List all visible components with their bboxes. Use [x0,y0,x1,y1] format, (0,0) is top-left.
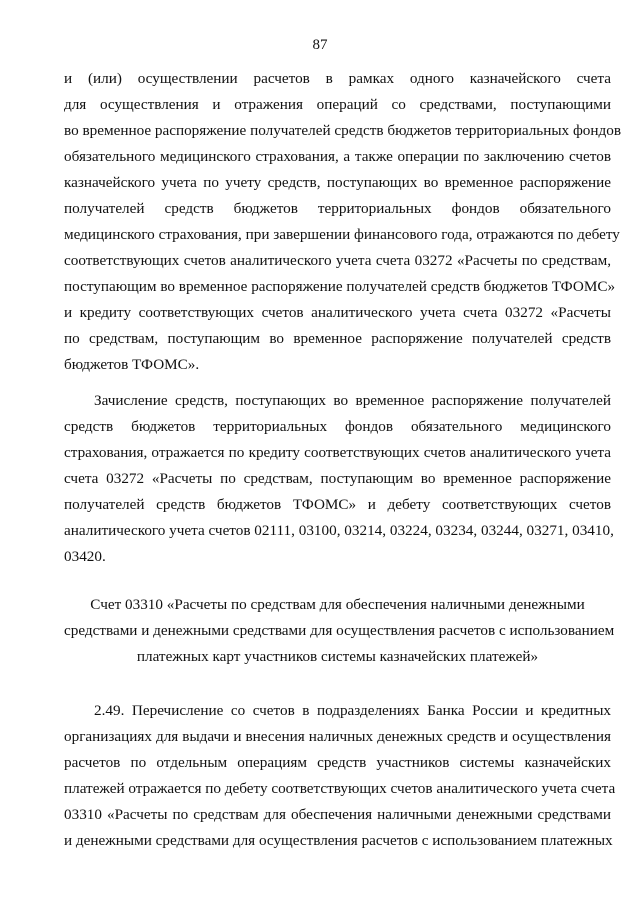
paragraph-crediting [64,388,614,570]
text-line: для осуществления и отражения операций со средствами, поступающими [64,96,611,113]
text-line: 03310 «Расчеты по средствам для обеспечения наличными денежными средствами [64,806,611,823]
text-line: и кредиту соответствующих счетов аналитического учета счета 03272 «Расчеты [64,304,611,321]
text-line: обязательного медицинского страхования, а также операции по заключению счетов [64,148,611,165]
text-line: 03420. [64,548,106,565]
text-line: во временное распоряжение получателей средств бюджетов территориальных фондов [64,122,622,139]
text-line: страхования, отражается по кредиту соответствующих счетов аналитического учета [64,444,611,461]
text-line: медицинского страхования, при завершении финансового года, отражаются по дебету [64,226,620,243]
heading-line: Счет 03310 «Расчеты по средствам для обеспечения наличными денежными [90,596,585,613]
text-line: по средствам, поступающим во временное распоряжение получателей средств [64,330,611,347]
text-line: поступающим во временное распоряжение получателей средств бюджетов ТФОМС» [64,278,616,295]
text-line: соответствующих счетов аналитического учета счета 03272 «Расчеты по средствам, [64,252,611,269]
text-line: средств бюджетов территориальных фондов обязательного медицинского [64,418,611,435]
text-line: казначейского учета по учету средств, поступающих во временное распоряжение [64,174,611,191]
text-line: организациях для выдачи и внесения наличных денежных средств и осуществления [64,728,611,745]
text-line: счета 03272 «Расчеты по средствам, поступающим во временное распоряжение [64,470,611,487]
text-line: и (или) осуществлении расчетов в рамках одного казначейского счета [64,70,611,87]
heading-line: платежных карт участников системы казначейских платежей» [136,648,539,665]
text-line: 2.49. Перечисление со счетов в подразделениях Банка России и кредитных [94,702,611,719]
page-number: 87 [312,37,328,53]
text-line: платежей отражается по дебету соответствующих счетов аналитического учета счета [64,780,616,797]
heading-line: средствами и денежными средствами для осуществления расчетов с использованием [64,622,615,639]
text-line: получателей средств бюджетов ТФОМС» и дебету соответствующих счетов [64,496,611,513]
text-line: бюджетов ТФОМС». [64,356,200,373]
paragraph-continuation [64,66,622,378]
text-line: расчетов по отдельным операциям средств участников системы казначейских [64,754,611,771]
paragraph-2-49 [64,698,616,854]
text-line: получателей средств бюджетов территориальных фондов обязательного [64,200,611,217]
section-heading [64,592,615,670]
text-line: Зачисление средств, поступающих во временное распоряжение получателей [94,392,611,409]
text-line: аналитического учета счетов 02111, 03100, 03214, 03224, 03234, 03244, 03271, 03410, [64,522,614,539]
text-line: и денежными средствами для осуществления расчетов с использованием платежных [64,832,613,849]
